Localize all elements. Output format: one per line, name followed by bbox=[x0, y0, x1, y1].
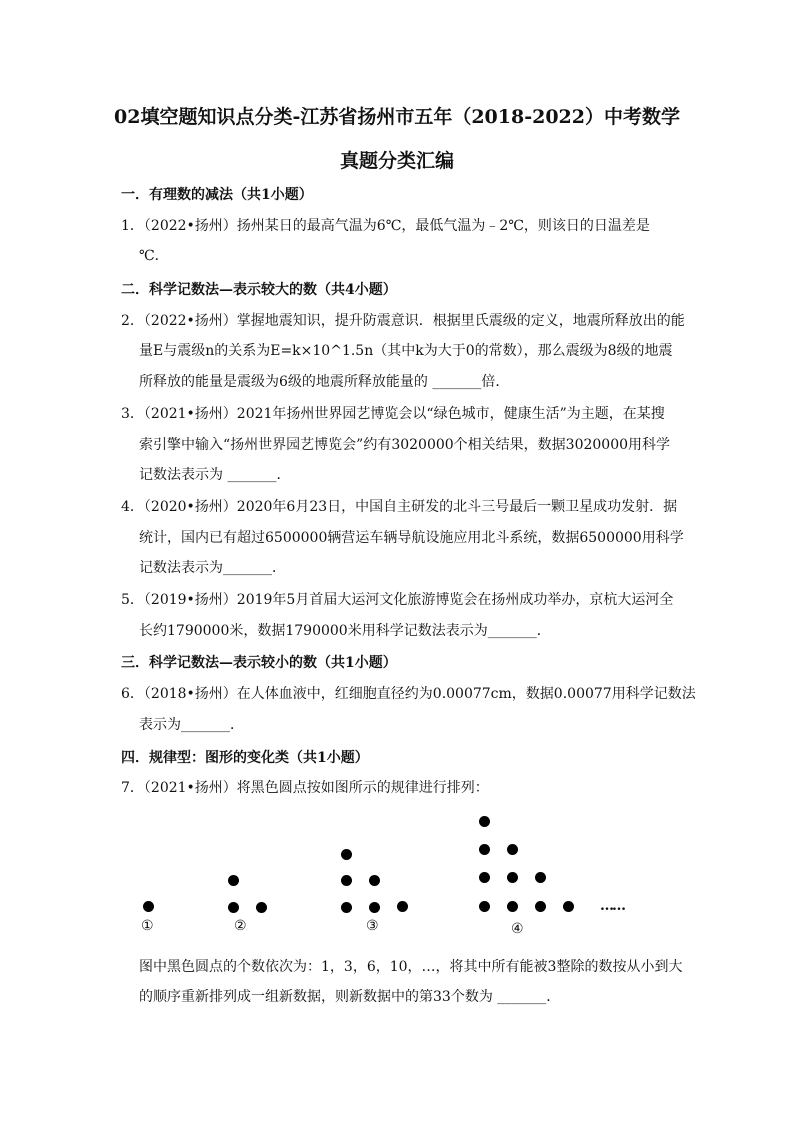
question-1-line1: 1．（2022•扬州）扬州某日的最高气温为6℃，最低气温为﹣2℃，则该日的日温差是 bbox=[121, 218, 650, 234]
question-3-line2: 索引擎中输入“扬州世界园艺博览会”约有3020000个相关结果，数据3020000用科学 bbox=[139, 437, 671, 453]
dot bbox=[341, 875, 352, 886]
dot bbox=[369, 875, 380, 886]
dot bbox=[507, 901, 518, 912]
section-heading-4: 四．规律型：图形的变化类（共1小题） bbox=[121, 750, 369, 766]
dot bbox=[369, 902, 380, 913]
question-3-line1: 3．（2021•扬州）2021年扬州世界园艺博览会以“绿色城市，健康生活”为主题，在某搜 bbox=[121, 406, 665, 422]
dot bbox=[228, 875, 239, 886]
dot bbox=[479, 901, 490, 912]
dot bbox=[479, 816, 490, 827]
dot bbox=[397, 901, 408, 912]
question-2-line1: 2．（2022•扬州）掌握地震知识，提升防震意识．根据里氏震级的定义，地震所释放出的能 bbox=[121, 313, 685, 329]
question-1-line2: ℃． bbox=[139, 248, 169, 264]
dot bbox=[535, 901, 546, 912]
section-heading-1: 一．有理数的减法（共1小题） bbox=[121, 187, 313, 203]
dot bbox=[228, 902, 239, 913]
figure-ellipsis: …… bbox=[600, 898, 624, 914]
page-title-line2: 真题分类汇编 bbox=[339, 150, 454, 172]
question-4-line2: 统计，国内已有超过6500000辆营运车辆导航设施应用北斗系统，数据6500000用科学 bbox=[139, 530, 684, 546]
dot bbox=[507, 872, 518, 883]
question-7-line1: 7．（2021•扬州）将黑色圆点按如图所示的规律进行排列： bbox=[121, 780, 489, 796]
figure-label-1: ① bbox=[141, 918, 154, 934]
section-heading-3: 三．科学记数法—表示较小的数（共1小题） bbox=[121, 655, 397, 671]
section-heading-2: 二．科学记数法—表示较大的数（共4小题） bbox=[121, 282, 397, 298]
question-6-line1: 6．（2018•扬州）在人体血液中，红细胞直径约为0.00077cm，数据0.00077用科学记数法 bbox=[121, 686, 696, 702]
dot bbox=[507, 844, 518, 855]
question-4-line3: 记数法表示为_______． bbox=[139, 560, 286, 576]
question-5-line1: 5．（2019•扬州）2019年5月首届大运河文化旅游博览会在扬州成功举办，京杭大运河全 bbox=[121, 592, 674, 608]
figure-label-4: ④ bbox=[511, 921, 524, 937]
question-3-line3: 记数法表示为 _______． bbox=[139, 467, 291, 483]
question-7-line2: 图中黑色圆点的个数依次为：1，3，6，10，…，将其中所有能被3整除的数按从小到大 bbox=[139, 959, 683, 975]
figure-label-2: ② bbox=[234, 918, 247, 934]
question-6-line2: 表示为_______． bbox=[139, 717, 244, 733]
dot bbox=[563, 901, 574, 912]
dot bbox=[479, 844, 490, 855]
dot bbox=[535, 872, 546, 883]
figure-label-3: ③ bbox=[366, 918, 379, 934]
question-4-line1: 4．（2020•扬州）2020年6月23日，中国自主研发的北斗三号最后一颗卫星成功发射．据 bbox=[121, 499, 678, 515]
question-5-line2: 长约1790000米，数据1790000米用科学记数法表示为_______． bbox=[139, 623, 551, 639]
dot bbox=[341, 849, 352, 860]
question-2-line3: 所释放的能量是震级为6级的地震所释放能量的 _______倍． bbox=[139, 374, 510, 390]
dot bbox=[143, 901, 154, 912]
page-title-line1: 02填空题知识点分类-江苏省扬州市五年（2018-2022）中考数学 bbox=[114, 106, 680, 128]
dot bbox=[256, 902, 267, 913]
question-2-line2: 量E与震级n的关系为E=k×10^1.5n（其中k为大于0的常数），那么震级为8级的地震 bbox=[139, 343, 673, 359]
question-7-line3: 的顺序重新排列成一组新数据，则新数据中的第33个数为 _______． bbox=[139, 989, 561, 1005]
dot bbox=[341, 902, 352, 913]
dot bbox=[479, 872, 490, 883]
